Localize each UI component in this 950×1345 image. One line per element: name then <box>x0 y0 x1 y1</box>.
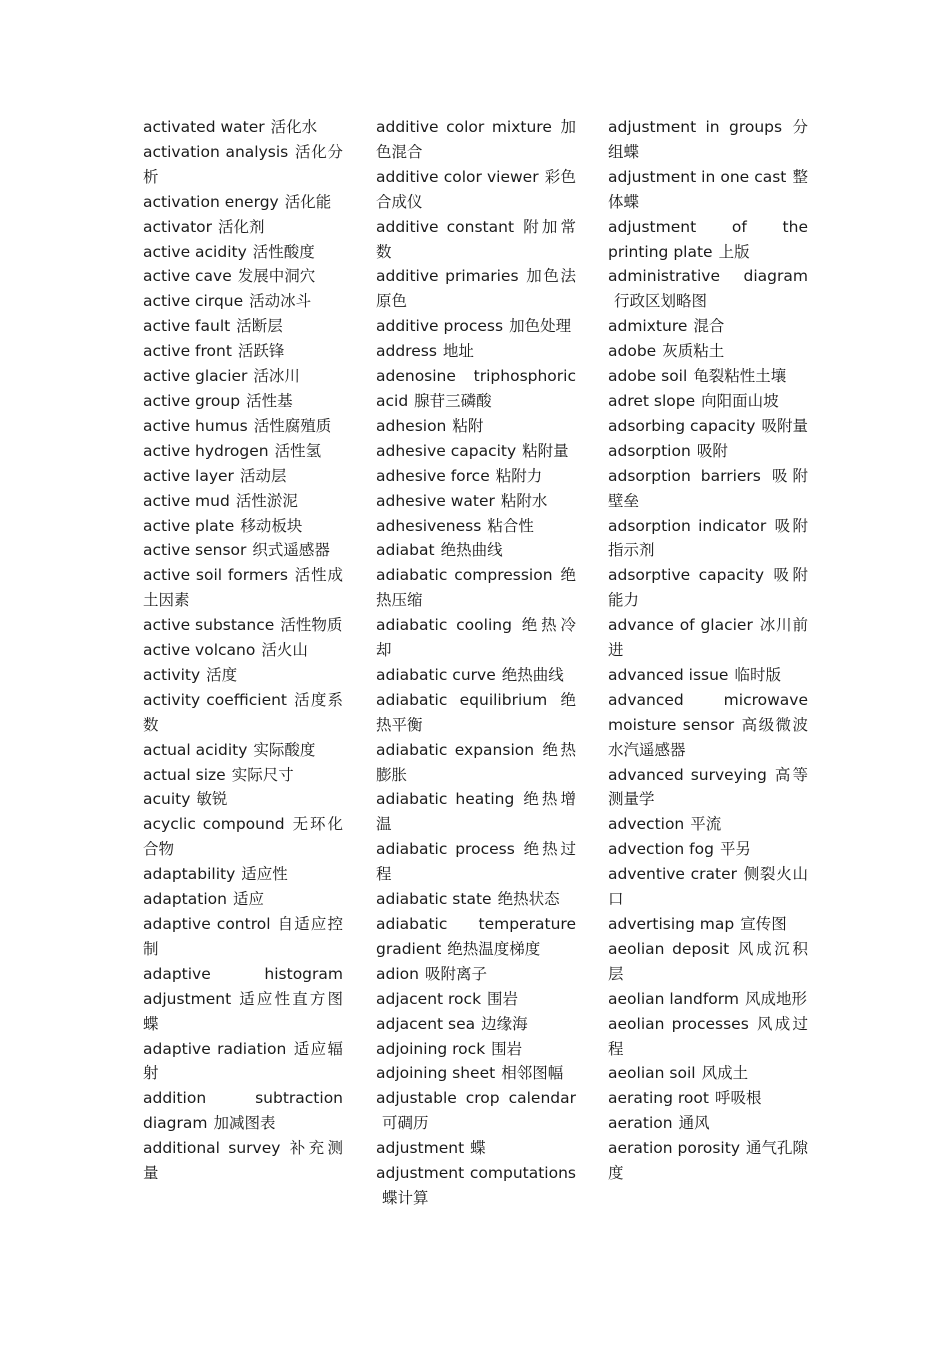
term-chinese: 腺苷三磷酸 <box>414 391 492 410</box>
term-english: adaptive control <box>143 915 271 933</box>
term-chinese: 活性腐殖质 <box>253 416 332 435</box>
term-english: active cave <box>143 267 232 286</box>
term-chinese: 整体蝶 <box>608 167 808 211</box>
term-chinese: 风成过程 <box>608 1014 808 1058</box>
glossary-column-2 <box>376 115 576 1211</box>
term-english: active soil formers <box>143 566 288 585</box>
term-english: adaptation <box>143 890 227 909</box>
term-english: actual size <box>143 765 226 784</box>
glossary-entry <box>608 688 808 763</box>
glossary-entry <box>608 613 808 663</box>
glossary-entry <box>143 289 343 314</box>
glossary-entry <box>608 1012 808 1062</box>
term-chinese: 移动板块 <box>240 516 303 535</box>
term-chinese: 绝热平衡 <box>376 690 576 734</box>
term-english: adjustment <box>376 1139 465 1158</box>
term-english: active volcano <box>143 641 256 660</box>
term-chinese: 活跃锋 <box>237 342 285 361</box>
glossary-entry <box>608 1136 808 1186</box>
term-chinese: 通气孔隙度 <box>608 1139 809 1183</box>
glossary-entry <box>376 165 576 215</box>
term-chinese: 分组蝶 <box>608 118 808 161</box>
glossary-entry <box>143 514 343 539</box>
term-chinese: 高级微波水汽遥感器 <box>608 715 808 759</box>
glossary-entry <box>376 563 576 613</box>
term-english: advance of glacier <box>608 616 753 635</box>
term-english: actual acidity <box>143 740 248 759</box>
glossary-entry <box>608 414 808 439</box>
glossary-entry <box>376 1161 576 1211</box>
term-english: additional survey <box>143 1139 281 1158</box>
term-chinese: 绝热状态 <box>497 890 560 909</box>
term-chinese: 织式遥感器 <box>252 541 330 560</box>
term-english: aeolian landform <box>608 989 739 1008</box>
glossary-entry <box>608 862 808 912</box>
glossary-entry <box>608 464 808 514</box>
term-english: adiabatic state <box>376 890 492 909</box>
glossary-entry <box>143 314 343 339</box>
term-english: acuity <box>143 790 191 809</box>
term-english: adjoining sheet <box>376 1064 496 1083</box>
term-english: active substance <box>143 616 275 635</box>
glossary-entry <box>376 962 576 987</box>
term-english: activator <box>143 217 213 236</box>
term-chinese: 绝热冷却 <box>376 616 576 660</box>
term-chinese: 活化能 <box>284 192 332 211</box>
term-chinese: 吸附能力 <box>608 566 808 610</box>
term-english: active group <box>143 391 241 410</box>
glossary-entry <box>143 862 343 887</box>
term-english: adjacent rock <box>376 989 482 1008</box>
term-chinese: 适应性 <box>241 865 288 884</box>
term-english: advanced surveying <box>608 765 767 784</box>
glossary-entry <box>608 514 808 564</box>
term-chinese: 相邻图幅 <box>501 1064 564 1083</box>
glossary-entry <box>608 115 808 165</box>
term-english: administrative diagram <box>608 267 808 286</box>
term-chinese: 绝热温度梯度 <box>447 939 541 958</box>
glossary-entry <box>608 439 808 464</box>
term-english: adsorption barriers <box>608 466 761 485</box>
term-english: advanced issue <box>608 665 729 684</box>
term-english: aeration porosity <box>608 1139 740 1158</box>
glossary-entry <box>608 987 808 1012</box>
glossary-entry <box>376 1086 576 1136</box>
term-english: admixture <box>608 317 688 336</box>
term-chinese: 绝热过程 <box>376 840 576 884</box>
glossary-entry <box>376 688 576 738</box>
term-chinese: 加色法原色 <box>376 267 576 311</box>
term-english: activated water <box>143 118 265 136</box>
term-chinese: 活化水 <box>270 118 318 136</box>
term-chinese: 无环化合物 <box>143 815 343 859</box>
term-chinese: 绝热增温 <box>376 790 576 834</box>
glossary-entry <box>376 514 576 539</box>
glossary-entry <box>376 912 576 962</box>
term-chinese: 冰川前进 <box>608 616 808 660</box>
term-english: adenosine triphosphoric acid <box>376 367 576 410</box>
term-english: activity coefficient <box>143 690 288 709</box>
term-english: adventive crater <box>608 865 738 884</box>
term-english: active sensor <box>143 541 247 560</box>
term-chinese: 混合 <box>693 317 725 336</box>
term-chinese: 粘附力 <box>495 466 543 485</box>
term-english: adsorbing capacity <box>608 416 756 435</box>
term-chinese: 绝热压缩 <box>376 566 576 610</box>
term-english: advanced microwave moisture sensor <box>608 690 808 734</box>
term-english: adiabatic curve <box>376 665 496 684</box>
glossary-entry <box>376 987 576 1012</box>
term-chinese: 地址 <box>442 342 474 361</box>
glossary-entry <box>608 1111 808 1136</box>
term-chinese: 吸附指示剂 <box>608 516 808 560</box>
glossary-entry <box>608 364 808 389</box>
term-chinese: 可碉历 <box>382 1114 429 1133</box>
term-english: additive primaries <box>376 267 519 286</box>
term-english: aeration <box>608 1114 673 1133</box>
term-english: active layer <box>143 466 234 485</box>
glossary-entry <box>608 812 808 837</box>
glossary-entry <box>608 563 808 613</box>
glossary-entry <box>608 339 808 364</box>
glossary-entry <box>143 688 343 738</box>
glossary-entry <box>143 339 343 364</box>
term-english: advection <box>608 815 685 834</box>
term-english: adhesiveness <box>376 516 482 535</box>
glossary-entry <box>376 1012 576 1037</box>
glossary-entry <box>376 1061 576 1086</box>
term-chinese: 蝶计算 <box>382 1188 429 1207</box>
glossary-column-3 <box>608 115 808 1186</box>
term-chinese: 自适应控制 <box>143 915 343 958</box>
term-chinese: 灰质粘土 <box>662 342 725 361</box>
term-chinese: 绝热曲线 <box>501 665 564 684</box>
term-chinese: 风成沉积层 <box>608 939 808 983</box>
term-english: additive color mixture <box>376 118 552 136</box>
term-english: adiabatic temperature gradient <box>376 915 576 958</box>
term-chinese: 加色处理 <box>509 317 572 336</box>
term-english: active front <box>143 342 232 361</box>
term-chinese: 活化剂 <box>218 217 265 236</box>
term-chinese: 风成地形 <box>745 989 808 1008</box>
term-chinese: 活性成土因素 <box>143 566 343 610</box>
term-chinese: 边缘海 <box>481 1014 528 1033</box>
term-chinese: 补充测量 <box>143 1139 343 1183</box>
glossary-entry <box>143 414 343 439</box>
term-english: active humus <box>143 416 248 435</box>
term-english: active hydrogen <box>143 441 269 460</box>
term-chinese: 加减图表 <box>213 1114 276 1133</box>
glossary-entry <box>143 389 343 414</box>
glossary-entry <box>143 464 343 489</box>
term-english: adhesive capacity <box>376 441 517 460</box>
glossary-entry <box>376 115 576 165</box>
glossary-entry <box>143 215 343 240</box>
term-english: adobe <box>608 342 657 361</box>
term-english: adjacent sea <box>376 1014 476 1033</box>
term-chinese: 吸附量 <box>761 416 808 435</box>
term-chinese: 活性淤泥 <box>235 491 298 510</box>
term-english: active fault <box>143 317 231 336</box>
term-chinese: 活火山 <box>261 641 308 660</box>
term-chinese: 适应性直方图蝶 <box>143 989 343 1033</box>
glossary-entry <box>376 489 576 514</box>
term-chinese: 风成土 <box>701 1064 749 1083</box>
term-english: advertising map <box>608 915 735 933</box>
term-chinese: 实际尺寸 <box>231 765 294 784</box>
term-chinese: 绝热曲线 <box>440 541 503 560</box>
term-chinese: 上版 <box>718 242 750 261</box>
term-english: adjustment in one cast <box>608 167 787 186</box>
term-english: adjustment in groups <box>608 118 783 136</box>
term-chinese: 粘附量 <box>522 441 569 460</box>
term-english: adaptive radiation <box>143 1039 287 1058</box>
term-english: aerating root <box>608 1089 709 1108</box>
glossary-entry <box>608 314 808 339</box>
glossary-entry <box>376 787 576 837</box>
term-english: adjustable crop calendar <box>376 1089 576 1108</box>
term-chinese: 呼吸根 <box>714 1089 762 1108</box>
glossary-entry <box>143 115 343 140</box>
glossary-entry <box>608 763 808 813</box>
term-english: addition subtraction diagram <box>143 1089 343 1133</box>
term-chinese: 彩色合成仪 <box>376 167 576 211</box>
glossary-entry <box>376 439 576 464</box>
term-english: activity <box>143 665 201 684</box>
glossary-entry <box>608 937 808 987</box>
glossary-entry <box>143 1086 343 1136</box>
glossary-entry <box>143 787 343 812</box>
glossary-entry <box>608 264 808 314</box>
glossary-entry <box>608 389 808 414</box>
term-chinese: 临时版 <box>734 665 781 684</box>
term-chinese: 适应 <box>232 890 264 909</box>
glossary-entry <box>143 887 343 912</box>
glossary-entry <box>143 140 343 190</box>
term-chinese: 发展中洞穴 <box>237 267 316 286</box>
glossary-entry <box>376 1136 576 1161</box>
glossary-entry <box>143 240 343 265</box>
term-chinese: 蝶 <box>470 1139 486 1158</box>
term-english: additive process <box>376 317 504 336</box>
term-chinese: 吸附壁垒 <box>608 466 808 510</box>
glossary-entry <box>376 264 576 314</box>
term-chinese: 通风 <box>678 1114 710 1133</box>
term-english: adjoining rock <box>376 1039 486 1058</box>
term-chinese: 活动层 <box>239 466 287 485</box>
glossary-entry <box>143 962 343 1037</box>
term-chinese: 活性基 <box>246 391 293 410</box>
term-chinese: 围岩 <box>491 1039 523 1058</box>
term-english: additive constant <box>376 217 515 236</box>
glossary-entry <box>608 215 808 265</box>
glossary-entry <box>608 1086 808 1111</box>
term-chinese: 活性物质 <box>280 616 343 635</box>
term-english: adhesion <box>376 416 447 435</box>
glossary-entry <box>143 190 343 215</box>
term-chinese: 附加常数 <box>376 217 576 261</box>
term-english: adsorption <box>608 441 691 460</box>
glossary-entry <box>376 314 576 339</box>
glossary-entry <box>143 738 343 763</box>
glossary-entry <box>376 215 576 265</box>
term-english: aeolian deposit <box>608 939 730 958</box>
glossary-entry <box>376 663 576 688</box>
term-english: advection fog <box>608 840 714 859</box>
term-chinese: 围岩 <box>487 989 519 1008</box>
glossary-entry <box>143 663 343 688</box>
term-chinese: 龟裂粘性土壤 <box>693 367 787 386</box>
term-chinese: 平流 <box>690 815 722 834</box>
glossary-entry <box>608 663 808 688</box>
term-english: adaptability <box>143 865 236 884</box>
term-english: active acidity <box>143 242 247 261</box>
term-chinese: 平另 <box>719 840 751 859</box>
glossary-entry <box>376 538 576 563</box>
glossary-entry <box>608 1061 808 1086</box>
glossary-entry <box>608 912 808 937</box>
term-chinese: 敏锐 <box>196 790 228 809</box>
term-chinese: 粘附水 <box>500 491 548 510</box>
glossary-entry <box>143 264 343 289</box>
term-english: adret slope <box>608 391 696 410</box>
term-chinese: 侧裂火山口 <box>608 865 808 909</box>
term-chinese: 活化分析 <box>143 142 343 186</box>
term-english: active plate <box>143 516 235 535</box>
term-english: adiabatic heating <box>376 790 515 809</box>
term-chinese: 吸附 <box>696 441 728 460</box>
term-english: additive color viewer <box>376 167 539 186</box>
glossary-entry <box>143 563 343 613</box>
term-english: adiabat <box>376 541 435 560</box>
term-english: adiabatic cooling <box>376 616 512 635</box>
term-chinese: 活度系数 <box>143 690 343 734</box>
glossary-entry <box>608 165 808 215</box>
glossary-entry <box>143 439 343 464</box>
glossary-entry <box>143 364 343 389</box>
term-chinese: 行政区划略图 <box>614 292 708 311</box>
term-english: adhesive force <box>376 466 490 485</box>
term-english: adhesive water <box>376 491 495 510</box>
term-chinese: 活度 <box>206 665 238 684</box>
term-chinese: 活性酸度 <box>252 242 315 261</box>
term-english: adiabatic process <box>376 840 515 859</box>
term-english: adobe soil <box>608 367 688 386</box>
term-english: adjustment computations <box>376 1164 576 1183</box>
term-chinese: 粘合性 <box>487 516 534 535</box>
glossary-entry <box>376 613 576 663</box>
term-english: adiabatic expansion <box>376 740 535 759</box>
term-english: adsorption indicator <box>608 516 767 535</box>
glossary-entry <box>143 1136 343 1186</box>
term-english: aeolian soil <box>608 1064 696 1083</box>
term-english: adiabatic equilibrium <box>376 690 548 709</box>
glossary-entry <box>143 912 343 962</box>
term-english: adiabatic compression <box>376 566 553 585</box>
glossary-entry <box>143 489 343 514</box>
term-english: adaptive histogram adjustment <box>143 964 343 1008</box>
term-chinese: 活性氢 <box>274 441 322 460</box>
glossary-entry <box>143 613 343 638</box>
glossary-entry <box>143 638 343 663</box>
term-english: adion <box>376 964 419 983</box>
term-english: active cirque <box>143 292 244 311</box>
term-english: adsorptive capacity <box>608 566 765 585</box>
glossary-entry <box>376 887 576 912</box>
glossary-entry <box>143 538 343 563</box>
glossary-entry <box>376 738 576 788</box>
term-chinese: 向阳面山坡 <box>701 391 779 410</box>
term-english: activation energy <box>143 192 279 211</box>
glossary-entry <box>376 339 576 364</box>
term-chinese: 活动冰斗 <box>249 292 312 311</box>
glossary-entry <box>143 763 343 788</box>
term-chinese: 高等测量学 <box>608 765 808 809</box>
term-chinese: 加色混合 <box>376 118 576 161</box>
glossary-entry <box>376 464 576 489</box>
term-english: active mud <box>143 491 230 510</box>
term-chinese: 活冰川 <box>253 367 300 386</box>
glossary-entry <box>376 837 576 887</box>
term-chinese: 吸附离子 <box>424 964 487 983</box>
term-chinese: 活断层 <box>236 317 283 336</box>
term-chinese: 粘附 <box>452 416 484 435</box>
term-english: adjustment of the printing plate <box>608 217 808 261</box>
glossary-entry <box>143 812 343 862</box>
glossary-entry <box>608 837 808 862</box>
glossary-entry <box>376 1037 576 1062</box>
term-chinese: 宣传图 <box>740 915 787 933</box>
term-chinese: 绝热膨胀 <box>376 740 576 784</box>
term-english: aeolian processes <box>608 1014 749 1033</box>
glossary-column-1 <box>143 115 343 1186</box>
glossary-entry <box>376 414 576 439</box>
glossary-entry <box>143 1037 343 1087</box>
term-chinese: 实际酸度 <box>253 740 316 759</box>
glossary-entry <box>376 364 576 414</box>
term-chinese: 适应辐射 <box>143 1039 343 1083</box>
term-english: activation analysis <box>143 142 289 161</box>
term-english: acyclic compound <box>143 815 285 834</box>
term-english: address <box>376 342 437 361</box>
term-english: active glacier <box>143 367 248 386</box>
